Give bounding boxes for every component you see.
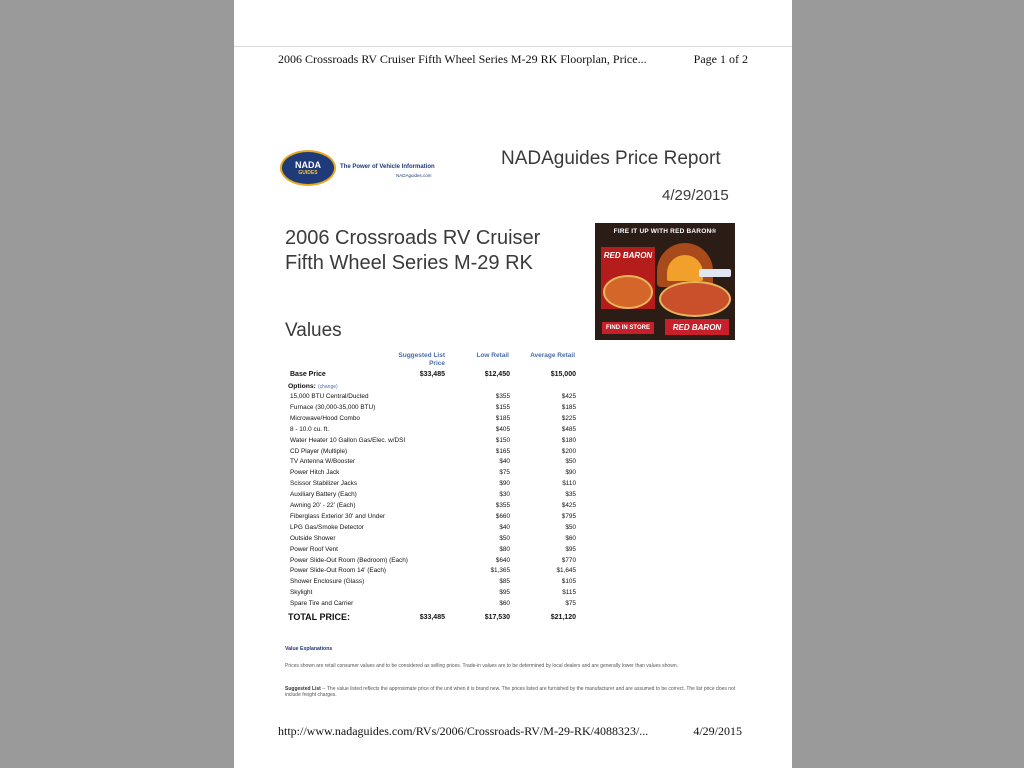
- options-label: Options:: [288, 383, 316, 390]
- total-price-row: [288, 612, 576, 624]
- option-average-retail: $60: [565, 534, 576, 542]
- option-label: Power Roof Vent: [290, 545, 338, 553]
- option-average-retail: $50: [565, 523, 576, 531]
- option-low-retail: $90: [499, 480, 510, 488]
- red-baron-ad[interactable]: [595, 223, 735, 340]
- values-heading: Values: [285, 320, 342, 341]
- option-low-retail: $405: [495, 425, 510, 433]
- ad-pizza-large: [659, 281, 731, 317]
- option-low-retail: $30: [499, 491, 510, 499]
- ad-pizza-small: [603, 275, 653, 309]
- option-row: [288, 426, 576, 437]
- option-average-retail: $200: [561, 447, 576, 455]
- option-row: [288, 546, 576, 557]
- option-low-retail: $95: [499, 589, 510, 597]
- option-label: Auxiliary Battery (Each): [290, 491, 357, 499]
- option-average-retail: $90: [565, 469, 576, 477]
- option-average-retail: $95: [565, 545, 576, 553]
- option-low-retail: $85: [499, 578, 510, 586]
- option-average-retail: $35: [565, 491, 576, 499]
- print-footer: [278, 724, 742, 739]
- options-heading: [288, 383, 338, 390]
- option-label: CD Player (Multiple): [290, 447, 348, 455]
- option-row: [288, 480, 576, 491]
- option-label: Microwave/Hood Combo: [290, 414, 360, 422]
- base-price-average: $15,000: [550, 371, 576, 378]
- option-row: [288, 513, 576, 524]
- option-row: [288, 600, 576, 611]
- option-label: LPG Gas/Smoke Detector: [290, 523, 364, 531]
- option-average-retail: $50: [565, 458, 576, 466]
- option-row: [288, 448, 576, 459]
- option-row: [288, 578, 576, 589]
- find-in-store-button[interactable]: FIND IN STORE: [602, 322, 654, 334]
- logo-oval: [280, 150, 336, 186]
- suggested-list-label: Suggested List: [285, 686, 321, 692]
- option-row: [288, 458, 576, 469]
- option-label: Furnace (30,000-35,000 BTU): [290, 403, 376, 411]
- vehicle-title-line2: Fifth Wheel Series M-29 RK: [285, 252, 533, 274]
- option-average-retail: $115: [562, 589, 576, 597]
- option-label: Scissor Stabilizer Jacks: [290, 480, 358, 488]
- option-label: Spare Tire and Carrier: [290, 600, 354, 608]
- option-low-retail: $355: [495, 393, 510, 400]
- option-average-retail: $1,645: [556, 567, 576, 575]
- logo-name-line1: NADA: [295, 159, 321, 170]
- suggested-list-explanation: [285, 686, 740, 699]
- option-row: [288, 589, 576, 600]
- ad-brand-logo: RED BARON: [665, 319, 729, 335]
- ad-headline: FIRE IT UP WITH RED BARON®: [613, 228, 717, 235]
- value-explanations-text: Prices shown are retail consumer values and to be considered as selling prices. Trade-in values are to be determined by local dealers and are generally lower than values shown.: [285, 663, 678, 669]
- option-row: [288, 557, 576, 568]
- print-footer-date: 4/29/2015: [693, 724, 742, 738]
- print-header-title: 2006 Crossroads RV Cruiser Fifth Wheel Series M-29 RK Floorplan, Price...: [278, 52, 647, 66]
- option-low-retail: $155: [495, 403, 510, 411]
- option-row: [288, 393, 576, 404]
- base-price-suggested: $33,485: [419, 371, 445, 378]
- suggested-list-text: -- The value listed reflects the approximate price of the unit when it is brand new. The prices listed are furnished by the manufacturer and are assumed to be correct. The list price does not include freight charges.: [285, 686, 736, 699]
- base-price-low: $12,450: [484, 371, 510, 378]
- option-label: 15,000 BTU Central/Ducted: [290, 393, 369, 400]
- column-header-low: Low Retail: [476, 352, 509, 359]
- option-row: [288, 524, 576, 535]
- report-date: 4/29/2015: [662, 187, 729, 204]
- option-low-retail: $185: [495, 414, 510, 422]
- header-divider: [234, 46, 792, 47]
- vehicle-title: [285, 226, 540, 276]
- option-average-retail: $485: [561, 425, 576, 433]
- option-label: Fiberglass Exterior 30' and Under: [290, 512, 385, 520]
- option-average-retail: $225: [561, 414, 576, 422]
- option-low-retail: $40: [499, 523, 510, 531]
- option-average-retail: $185: [561, 403, 576, 411]
- option-low-retail: $80: [499, 545, 510, 553]
- option-average-retail: $425: [561, 502, 576, 509]
- column-header-suggested: Suggested List Price: [398, 352, 445, 367]
- base-price-row: [288, 371, 576, 382]
- vehicle-title-line1: 2006 Crossroads RV Cruiser: [285, 227, 541, 249]
- option-label: 8 - 10.0 cu. ft.: [290, 425, 330, 433]
- ad-badge: [699, 269, 731, 277]
- option-row: [288, 502, 576, 513]
- logo-tagline: The Power of Vehicle Information: [340, 164, 435, 170]
- print-header: [278, 52, 748, 67]
- print-footer-url: http://www.nadaguides.com/RVs/2006/Crossroads-RV/M-29-RK/4088323/...: [278, 724, 649, 738]
- base-price-label: Base Price: [290, 371, 326, 378]
- option-label: TV Antenna W/Booster: [290, 458, 356, 466]
- option-low-retail: $355: [495, 502, 510, 509]
- option-low-retail: $60: [499, 600, 510, 608]
- total-suggested: $33,485: [419, 614, 445, 621]
- option-label: Awning 20' - 22' (Each): [290, 502, 356, 509]
- option-label: Outside Shower: [290, 534, 336, 542]
- option-average-retail: $75: [565, 600, 576, 608]
- option-row: [288, 404, 576, 415]
- total-low: $17,530: [484, 614, 510, 621]
- option-low-retail: $150: [495, 436, 510, 444]
- option-low-retail: $660: [495, 512, 510, 520]
- option-average-retail: $425: [561, 393, 576, 400]
- change-options-link[interactable]: (change): [317, 384, 338, 390]
- option-label: Shower Enclosure (Glass): [290, 578, 365, 586]
- option-row: [288, 535, 576, 546]
- option-row: [288, 415, 576, 426]
- option-label: Power Slide-Out Room (Bedroom) (Each): [290, 556, 408, 564]
- total-average: $21,120: [550, 614, 576, 621]
- option-low-retail: $640: [495, 556, 510, 564]
- option-low-retail: $75: [499, 469, 510, 477]
- logo-site: NADAguides.com: [396, 173, 432, 178]
- option-label: Power Slide-Out Room 14' (Each): [290, 567, 387, 575]
- report-title: NADAguides Price Report: [501, 148, 721, 169]
- option-row: [288, 491, 576, 502]
- option-label: Water Heater 10 Gallon Gas/Elec. w/DSI: [290, 436, 406, 444]
- option-average-retail: $770: [561, 556, 576, 564]
- print-header-page: Page 1 of 2: [693, 52, 748, 66]
- option-low-retail: $40: [499, 458, 510, 466]
- option-label: Skylight: [290, 589, 313, 597]
- option-low-retail: $165: [495, 447, 510, 455]
- nada-guides-logo[interactable]: [280, 150, 450, 190]
- option-average-retail: $180: [561, 436, 576, 444]
- option-average-retail: $795: [561, 512, 576, 520]
- document-page: [234, 0, 792, 768]
- option-low-retail: $50: [499, 534, 510, 542]
- column-header-average: Average Retail: [530, 352, 575, 359]
- option-low-retail: $1,365: [490, 567, 510, 575]
- ad-box-logo: RED BARON: [603, 251, 653, 260]
- option-row: [288, 469, 576, 480]
- value-explanations-title: Value Explanations: [285, 646, 333, 652]
- option-label: Power Hitch Jack: [290, 469, 340, 477]
- option-row: [288, 567, 576, 578]
- option-row: [288, 437, 576, 448]
- option-average-retail: $105: [561, 578, 576, 586]
- total-price-label: TOTAL PRICE:: [288, 612, 351, 622]
- option-average-retail: $110: [562, 480, 576, 488]
- logo-name-line2: GUIDES: [298, 169, 318, 176]
